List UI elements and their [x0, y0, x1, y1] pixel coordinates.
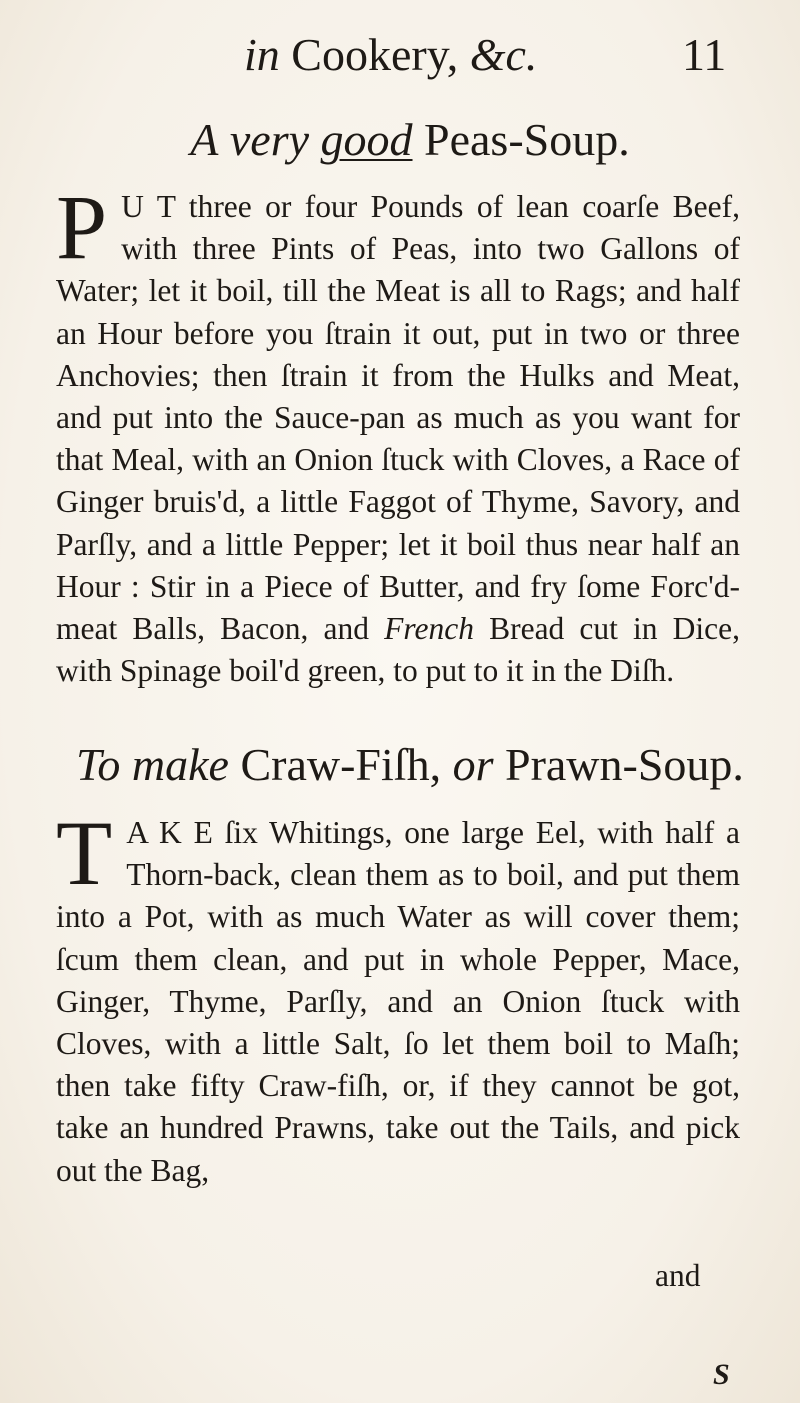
- recipe-1-text: U T three or four Pounds of lean coarſe Beef, with three Pints of Peas, into two Gallons of Water; let it boil, till the Meat is all to Rags; and half an Hour before you ſtrain it out, put in two or three Anchovies; then ſtrain it from the Hulks and Meat, and put into the Sauce-pan as much as you want for that Meal, with an Onion ſtuck with Cloves, a Race of Ginger bruis'd, a little Faggot of Thyme, Savory, and Parſly, and a little Pepper; let it boil thus near half an Hour : Stir in a Piece of Butter, and fry ſome Forc'd-meat Balls, Bacon, and: [56, 189, 740, 647]
- recipe-1-italic-word: French: [384, 611, 474, 647]
- recipe-2-body: [56, 802, 740, 1192]
- recipe-1-heading: [20, 113, 800, 166]
- recipe-1-body: [56, 176, 740, 692]
- recipe-2-heading: [20, 738, 800, 791]
- page-number: 11: [682, 29, 727, 80]
- recipe-1-heading-article: A: [190, 114, 219, 165]
- recipe-2-heading-or: or: [452, 739, 494, 790]
- recipe-2-heading-name-2: Prawn-Soup.: [504, 739, 744, 790]
- running-title-etc: &c.: [469, 29, 538, 80]
- recipe-1-heading-qualifier: very: [229, 114, 310, 165]
- recipe-2-heading-prefix: To make: [76, 739, 229, 790]
- running-head: [0, 28, 800, 88]
- recipe-2-dropcap: T: [56, 802, 113, 904]
- running-title-roman: Cookery,: [291, 29, 459, 80]
- running-title: [244, 28, 537, 81]
- recipe-2-heading-name-1: Craw-Fiſh,: [240, 739, 442, 790]
- recipe-1-dropcap: P: [56, 176, 108, 278]
- signature-mark: S: [713, 1358, 730, 1391]
- recipe-2-text: A K E ſix Whitings, one large Eel, with half a Thorn-back, clean them as to boil, and put them into a Pot, with as much Water as will cover them; ſcum them clean, and put in whole Pepper, Mace, Ginger, Thyme, Parſly, and an Onion ſtuck with Cloves, with a little Salt, ſo let them boil to Maſh; then take fifty Craw-fiſh, or, if they cannot be got, take an hundred Prawns, take out the Tails, and pick out the Bag,: [56, 815, 740, 1188]
- running-title-italic: in: [244, 29, 280, 80]
- recipe-1-text-end: Bread cut in Dice, with Spinage boil'd green, to put to it in the Diſh.: [56, 611, 740, 689]
- recipe-1-heading-name: Peas-Soup.: [424, 114, 630, 165]
- catchword: and: [655, 1258, 701, 1293]
- recipe-1-heading-emphasis: good: [320, 114, 413, 165]
